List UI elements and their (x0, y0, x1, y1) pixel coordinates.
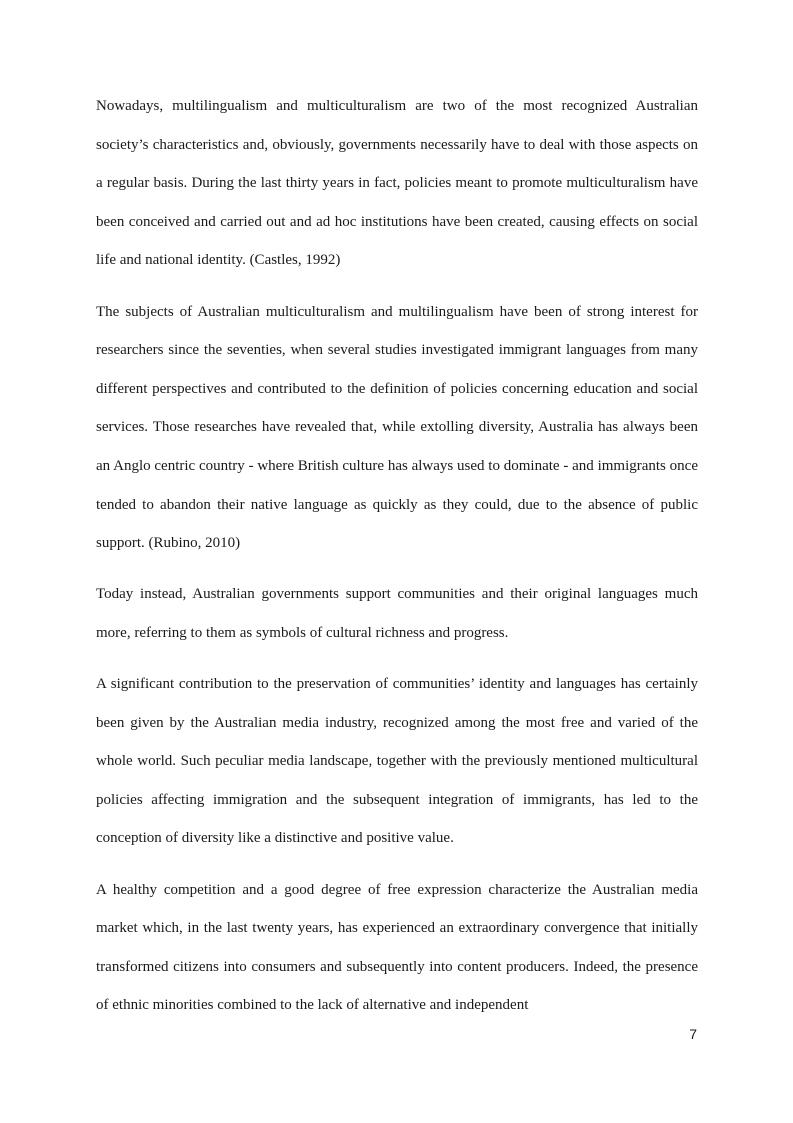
paragraph-3: Today instead, Australian governments support communities and their original languages much more, referring to them as symbols of cultural richness and progress. (96, 586, 698, 641)
page-number: 7 (689, 1026, 697, 1042)
paragraph-4: A significant contribution to the preservation of communities’ identity and languages has certainly been given by the Australian media industry, recognized among the most free and varied of the whole world. Such peculiar media landscape, together with the previously mentioned multicultural policies affecting immigration and the subsequent integration of immigrants, has led to the conception of diversity like a distinctive and positive value. (96, 676, 698, 847)
paragraph-1: Nowadays, multilingualism and multiculturalism are two of the most recognized Australian society’s characteristics and, obviously, governments necessarily have to deal with those aspects on a regular basis. During the last thirty years in fact, policies meant to promote multiculturalism have been conceived and carried out and ad hoc institutions have been created, causing effects on social life and national identity. (Castles, 1992) (96, 98, 698, 269)
paragraph-2: The subjects of Australian multiculturalism and multilingualism have been of strong interest for researchers since the seventies, when several studies investigated immigrant languages from many different perspectives and contributed to the definition of policies concerning education and social services. Those researches have revealed that, while extolling diversity, Australia has always been an Anglo centric country - where British culture has always used to dominate - and immigrants once tended to abandon their native language as quickly as they could, due to the absence of public support. (Rubino, 2010) (96, 303, 698, 552)
paragraph-5: A healthy competition and a good degree of free expression characterize the Australian media market which, in the last twenty years, has experienced an extraordinary convergence that initially transformed citizens into consumers and subsequently into content producers. Indeed, the presence of ethnic minorities combined to the lack of alternative and independent (96, 881, 698, 1014)
body-text (96, 87, 698, 1038)
